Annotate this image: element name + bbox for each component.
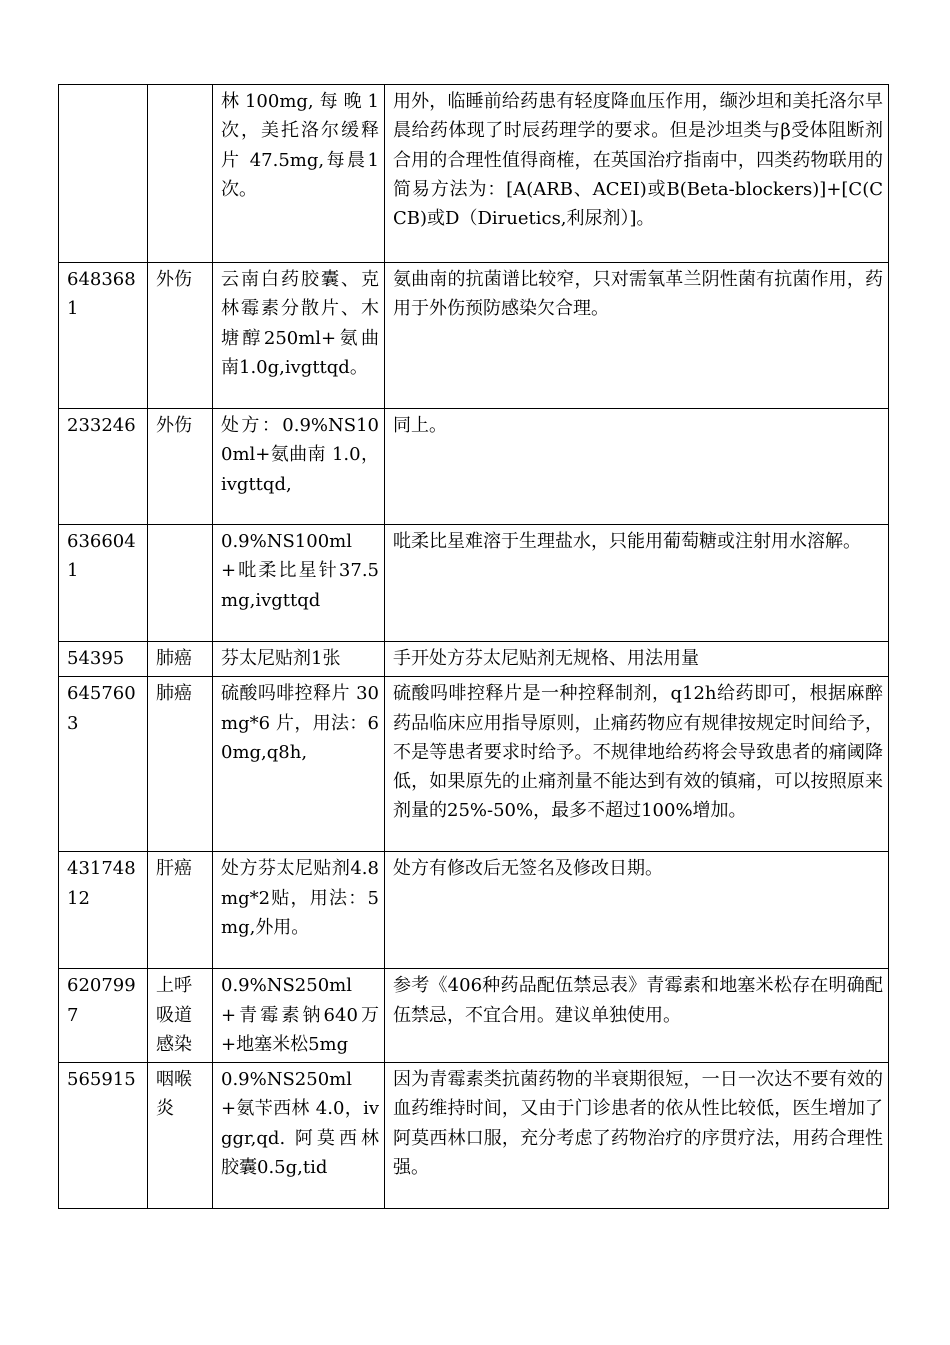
prescription-id-cell	[59, 85, 148, 263]
table-row	[59, 525, 889, 642]
analysis-cell: 吡柔比星难溶于生理盐水，只能用葡萄糖或注射用水溶解。	[385, 525, 889, 642]
diagnosis-cell: 肝癌	[148, 852, 213, 969]
prescription-content-cell: 处方芬太尼贴剂4.8mg*2贴，用法：5mg,外用。	[213, 852, 385, 969]
diagnosis-cell: 上呼吸道感染	[148, 969, 213, 1063]
diagnosis-cell: 咽喉炎	[148, 1063, 213, 1209]
prescription-id-cell: 6483681	[59, 263, 148, 409]
prescription-review-table	[58, 84, 889, 1209]
prescription-content-cell: 云南白药胶囊、克林霉素分散片、木塘醇250ml+氨曲南1.0g,ivgttqd。	[213, 263, 385, 409]
prescription-content-cell: 硫酸吗啡控释片 30mg*6 片，用法：60mg,q8h,	[213, 677, 385, 852]
table-row	[59, 409, 889, 525]
diagnosis-cell: 肺癌	[148, 642, 213, 677]
prescription-id-cell: 6457603	[59, 677, 148, 852]
diagnosis-cell: 肺癌	[148, 677, 213, 852]
table-row	[59, 852, 889, 969]
diagnosis-cell: 外伤	[148, 409, 213, 525]
prescription-id-cell: 565915	[59, 1063, 148, 1209]
prescription-id-cell: 54395	[59, 642, 148, 677]
prescription-content-cell: 林100mg,每晚1次，美托洛尔缓释片 47.5mg,每晨1次。	[213, 85, 385, 263]
table-row	[59, 1063, 889, 1209]
analysis-cell: 因为青霉素类抗菌药物的半衰期很短，一日一次达不要有效的血药维持时间，又由于门诊患者的依从性比较低，医生增加了阿莫西林口服，充分考虑了药物治疗的序贯疗法，用药合理性强。	[385, 1063, 889, 1209]
table-row	[59, 642, 889, 677]
analysis-cell: 氨曲南的抗菌谱比较窄，只对需氧革兰阴性菌有抗菌作用，药用于外伤预防感染欠合理。	[385, 263, 889, 409]
table-row	[59, 969, 889, 1063]
table-row	[59, 263, 889, 409]
analysis-cell: 手开处方芬太尼贴剂无规格、用法用量	[385, 642, 889, 677]
analysis-cell: 处方有修改后无签名及修改日期。	[385, 852, 889, 969]
analysis-cell: 用外，临睡前给药患有轻度降血压作用，缬沙坦和美托洛尔早晨给药体现了时辰药理学的要求。但是沙坦类与β受体阻断剂合用的合理性值得商榷，在英国治疗指南中，四类药物联用的简易方法为：[A(ARB、ACEI)或B(Beta-blockers)]+[C(CCB)或D（Diruetics,利尿剂）]。	[385, 85, 889, 263]
prescription-content-cell: 0.9%NS250ml+氨苄西林 4.0，ivggr,qd. 阿莫西林胶囊0.5g,tid	[213, 1063, 385, 1209]
prescription-content-cell: 0.9%NS250ml+青霉素钠640万+地塞米松5mg	[213, 969, 385, 1063]
analysis-cell: 参考《406种药品配伍禁忌表》青霉素和地塞米松存在明确配伍禁忌，不宜合用。建议单独使用。	[385, 969, 889, 1063]
diagnosis-cell: 外伤	[148, 263, 213, 409]
analysis-cell: 硫酸吗啡控释片是一种控释制剂，q12h给药即可，根据麻醉药品临床应用指导原则，止痛药物应有规律按规定时间给予，不是等患者要求时给予。不规律地给药将会导致患者的痛阈降低，如果原先的止痛剂量不能达到有效的镇痛，可以按照原来剂量的25%-50%，最多不超过100%增加。	[385, 677, 889, 852]
prescription-id-cell: 233246	[59, 409, 148, 525]
prescription-id-cell: 6366041	[59, 525, 148, 642]
prescription-content-cell: 0.9%NS100ml+吡柔比星针37.5mg,ivgttqd	[213, 525, 385, 642]
prescription-content-cell: 芬太尼贴剂1张	[213, 642, 385, 677]
table-row	[59, 85, 889, 263]
table-row	[59, 677, 889, 852]
diagnosis-cell	[148, 525, 213, 642]
diagnosis-cell	[148, 85, 213, 263]
prescription-id-cell: 43174812	[59, 852, 148, 969]
prescription-content-cell: 处方：0.9%NS100ml+氨曲南 1.0，ivgttqd,	[213, 409, 385, 525]
prescription-id-cell: 6207997	[59, 969, 148, 1063]
analysis-cell: 同上。	[385, 409, 889, 525]
